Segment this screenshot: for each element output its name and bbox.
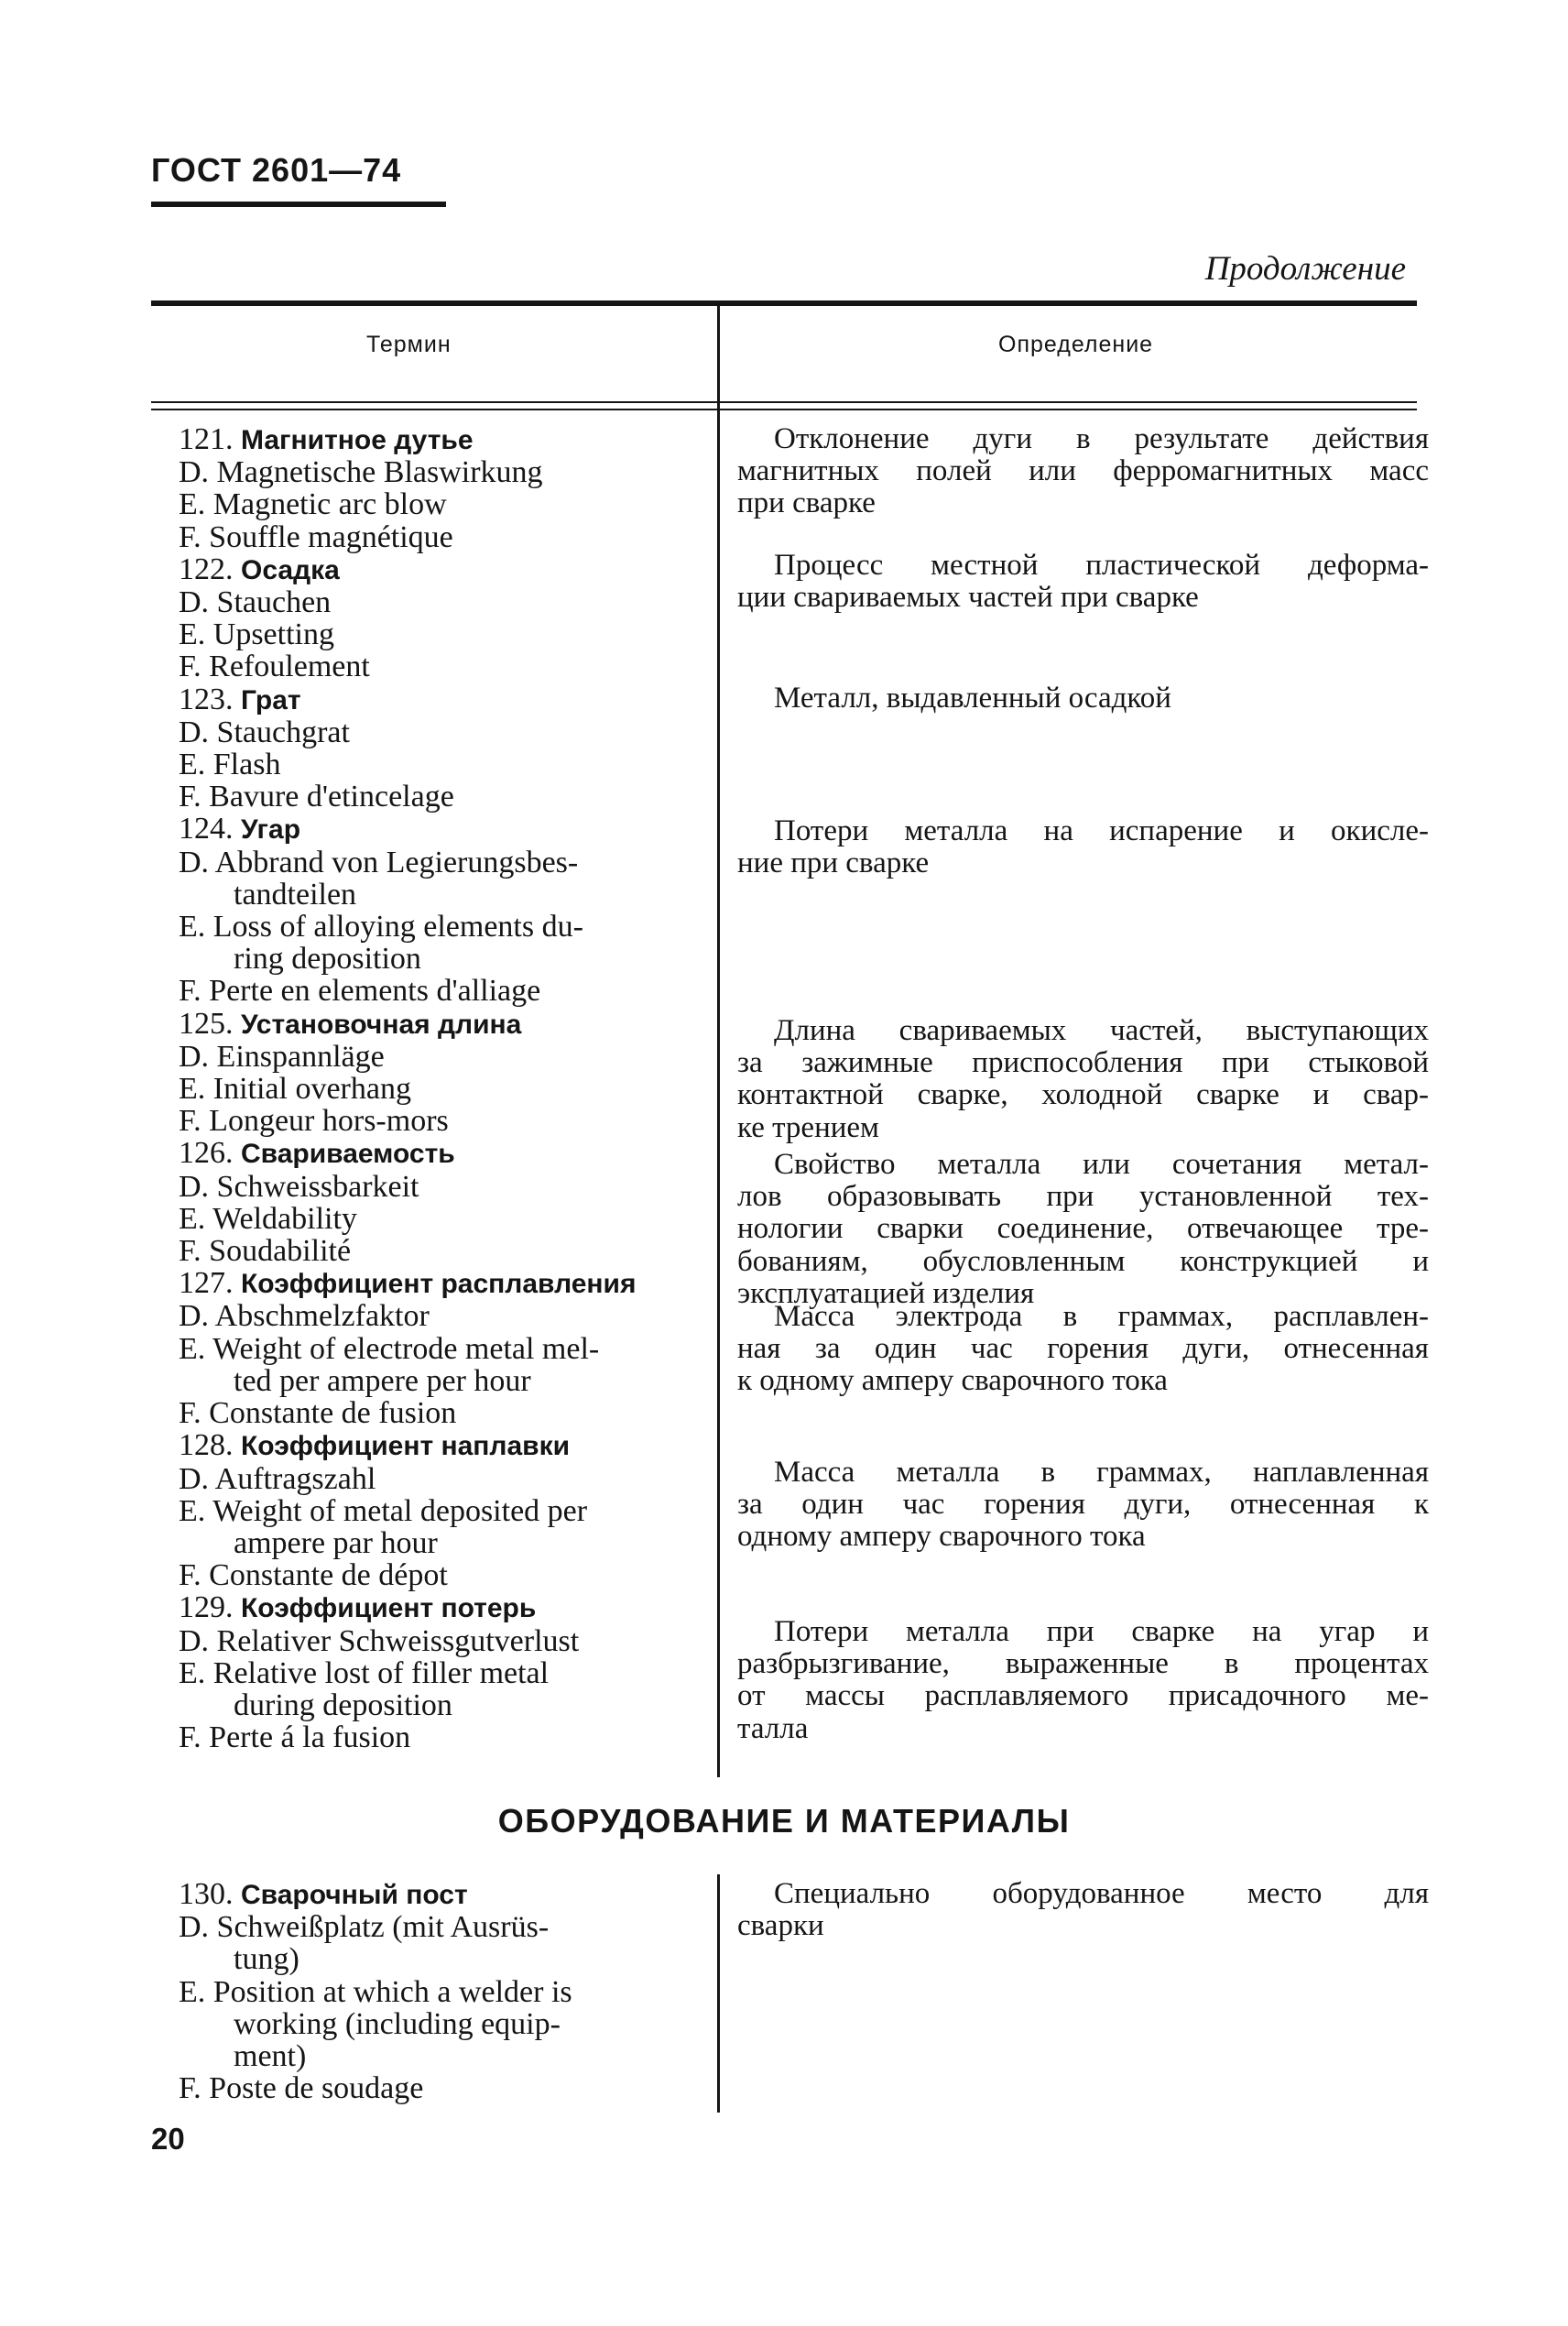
term-heading xyxy=(179,1429,691,1462)
definition-line: Специально оборудованное место для xyxy=(774,1877,1429,1910)
term-translation: F. Soudabilité xyxy=(179,1234,352,1269)
term-number: 126. xyxy=(179,1136,234,1171)
term-name: Грат xyxy=(241,684,301,715)
term-translation: F. Perte en elements d'alliage xyxy=(179,974,541,1009)
term-translation: E. Weldability xyxy=(179,1201,357,1236)
section-title: ОБОРУДОВАНИЕ И МАТЕРИАЛЫ xyxy=(497,1802,1071,1840)
term-number: 123. xyxy=(179,682,234,716)
term-name: Осадка xyxy=(241,554,340,585)
definition-line: эксплуатацией изделия xyxy=(737,1276,1035,1310)
continuation-label: Продолжение xyxy=(1204,250,1406,288)
term-name: Сварочный пост xyxy=(241,1880,468,1910)
term-translation: E. Loss of alloying elements du- xyxy=(179,910,583,945)
term-number: 130. xyxy=(179,1877,234,1911)
term-number: 124. xyxy=(179,812,234,846)
definition-line: Процесс местной пластической деформа- xyxy=(774,549,1429,582)
term-heading xyxy=(179,1878,691,1911)
term-translation: E. Magnetic arc blow xyxy=(179,487,447,522)
column-header-terms: Термин xyxy=(366,332,452,357)
definition-line: Масса электрода в граммах, расплавлен- xyxy=(774,1300,1429,1333)
term-translation-cont: ring deposition xyxy=(234,942,421,977)
definition-line: Отклонение дуги в результате действия xyxy=(774,422,1429,455)
term-heading xyxy=(179,813,691,846)
definition-block xyxy=(737,550,1429,614)
term-name: Коэффициент расплавления xyxy=(241,1269,637,1300)
definition-line: при сварке xyxy=(737,486,876,520)
term-heading xyxy=(179,1591,691,1624)
definition-line: ции свариваемых частей при сварке xyxy=(737,581,1199,615)
page-number: 20 xyxy=(151,2122,185,2156)
term-number: 127. xyxy=(179,1266,234,1301)
definition-line: к одному амперу сварочного тока xyxy=(737,1364,1168,1398)
term-number: 125. xyxy=(179,1006,234,1041)
definition-line: одному амперу сварочного тока xyxy=(737,1520,1146,1554)
header-rule xyxy=(151,202,446,207)
term-translation: D. Schweissbarkeit xyxy=(179,1169,419,1204)
term-heading xyxy=(179,683,691,716)
terms-column xyxy=(179,423,691,1753)
terms-column-130 xyxy=(179,1878,691,2104)
term-translation: E. Flash xyxy=(179,748,281,782)
definition-line: за один час горения дуги, отнесенная к xyxy=(737,1488,1429,1522)
term-heading xyxy=(179,553,691,586)
term-heading xyxy=(179,1267,691,1300)
definition-line: от массы расплавляемого присадочного ме- xyxy=(737,1679,1429,1713)
term-translation-cont: ment) xyxy=(234,2039,307,2074)
term-entry xyxy=(179,1267,691,1429)
term-translation: D. Schweißplatz (mit Ausrüs- xyxy=(179,1910,550,1945)
definition-block xyxy=(737,423,1429,520)
term-number: 129. xyxy=(179,1590,234,1625)
definition-line: Металл, выдавленный осадкой xyxy=(774,682,1171,715)
term-translation: D. Auftragszahl xyxy=(179,1461,376,1496)
definition-block xyxy=(737,1015,1429,1144)
term-translation: E. Position at which a welder is xyxy=(179,1974,572,2009)
header-code: ГОСТ 2601—74 xyxy=(151,151,402,189)
term-name: Коэффициент потерь xyxy=(241,1593,537,1624)
term-translation: F. Bavure d'etincelage xyxy=(179,780,454,814)
term-translation: E. Weight of metal deposited per xyxy=(179,1493,588,1528)
term-translation: E. Weight of electrode metal mel- xyxy=(179,1331,600,1366)
definition-line: контактной сварке, холодной сварке и свар- xyxy=(737,1078,1429,1112)
term-translation: E. Relative lost of filler metal xyxy=(179,1655,550,1690)
definition-block xyxy=(737,1616,1429,1745)
definition-line: талла xyxy=(737,1711,809,1745)
term-translation: D. Relativer Schweissgutverlust xyxy=(179,1623,580,1658)
definition-line: ная за один час горения дуги, отнесенная xyxy=(737,1332,1429,1366)
definition-line: Потери металла при сварке на угар и xyxy=(774,1615,1429,1648)
term-translation: F. Souffle magnétique xyxy=(179,519,453,554)
term-translation-cont: tung) xyxy=(234,1942,299,1977)
term-translation: D. Abbrand von Legierungsbes- xyxy=(179,845,579,879)
term-heading xyxy=(179,1008,691,1041)
term-translation: D. Stauchgrat xyxy=(179,715,350,749)
term-translation-cont: ampere par hour xyxy=(234,1525,438,1560)
term-name: Установочная длина xyxy=(241,1009,522,1040)
term-translation: D. Magnetische Blaswirkung xyxy=(179,455,543,490)
definition-block xyxy=(737,683,1429,715)
header-rule-lower xyxy=(151,409,1417,410)
term-translation: F. Longeur hors-mors xyxy=(179,1104,449,1139)
term-entry xyxy=(179,1008,691,1138)
term-translation: F. Refoulement xyxy=(179,650,370,684)
term-name: Коэффициент наплавки xyxy=(241,1431,571,1462)
term-entry xyxy=(179,423,691,553)
term-translation: F. Constante de dépot xyxy=(179,1558,448,1593)
term-translation: F. Poste de soudage xyxy=(179,2071,424,2106)
term-name: Магнитное дутье xyxy=(241,425,474,455)
term-name: Угар xyxy=(241,814,301,846)
definition-block xyxy=(737,1149,1429,1310)
column-divider-lower xyxy=(717,1874,720,2113)
term-heading xyxy=(179,1137,691,1170)
definition-block xyxy=(737,1457,1429,1554)
term-name: Свариваемость xyxy=(241,1139,455,1170)
definition-line: бованиям, обусловленным конструкцией и xyxy=(737,1244,1429,1278)
term-translation: F. Constante de fusion xyxy=(179,1396,457,1431)
term-translation: E. Upsetting xyxy=(179,617,334,652)
term-entry xyxy=(179,683,691,814)
term-entry xyxy=(179,813,691,1007)
term-translation-cont: ted per ampere per hour xyxy=(234,1363,531,1398)
table-top-rule xyxy=(151,300,1417,306)
definition-line: магнитных полей или ферромагнитных масс xyxy=(737,454,1429,488)
term-number: 128. xyxy=(179,1428,234,1463)
definition-block xyxy=(737,1301,1429,1398)
definition-line: сварки xyxy=(737,1909,824,1943)
term-translation: D. Abschmelzfaktor xyxy=(179,1299,430,1334)
definition-line: ние при сварке xyxy=(737,846,930,880)
term-translation: F. Perte á la fusion xyxy=(179,1720,411,1755)
definition-line: Длина свариваемых частей, выступающих xyxy=(774,1014,1429,1047)
term-translation-cont: working (including equip- xyxy=(234,2006,561,2041)
column-header-definition: Определение xyxy=(998,332,1154,357)
definition-block xyxy=(737,1878,1429,1942)
definition-line: ке трением xyxy=(737,1110,879,1144)
definition-line: разбрызгивание, выраженные в процентах xyxy=(737,1647,1429,1681)
term-translation: E. Initial overhang xyxy=(179,1072,411,1107)
term-translation: D. Stauchen xyxy=(179,585,332,620)
column-divider xyxy=(717,302,720,1777)
definition-line: нологии сварки соединение, отвечающее тре- xyxy=(737,1212,1429,1246)
term-entry xyxy=(179,553,691,683)
definition-line: Свойство металла или сочетания метал- xyxy=(774,1148,1429,1181)
term-heading xyxy=(179,423,691,456)
definition-block xyxy=(737,815,1429,879)
term-translation-cont: during deposition xyxy=(234,1687,452,1722)
term-entry xyxy=(179,1591,691,1753)
term-entry xyxy=(179,1429,691,1591)
header-rule-upper xyxy=(151,401,1417,403)
term-number: 122. xyxy=(179,551,234,586)
term-number: 121. xyxy=(179,422,234,456)
term-translation: D. Einspannläge xyxy=(179,1039,385,1074)
definition-line: Потери металла на испарение и окисле- xyxy=(774,814,1429,847)
term-entry xyxy=(179,1878,691,2104)
definition-line: лов образовывать при установленной тех- xyxy=(737,1180,1429,1214)
definition-line: Масса металла в граммах, наплавленная xyxy=(774,1456,1429,1489)
term-entry xyxy=(179,1137,691,1267)
term-translation-cont: tandteilen xyxy=(234,877,357,912)
definition-line: за зажимные приспособления при стыковой xyxy=(737,1046,1429,1080)
